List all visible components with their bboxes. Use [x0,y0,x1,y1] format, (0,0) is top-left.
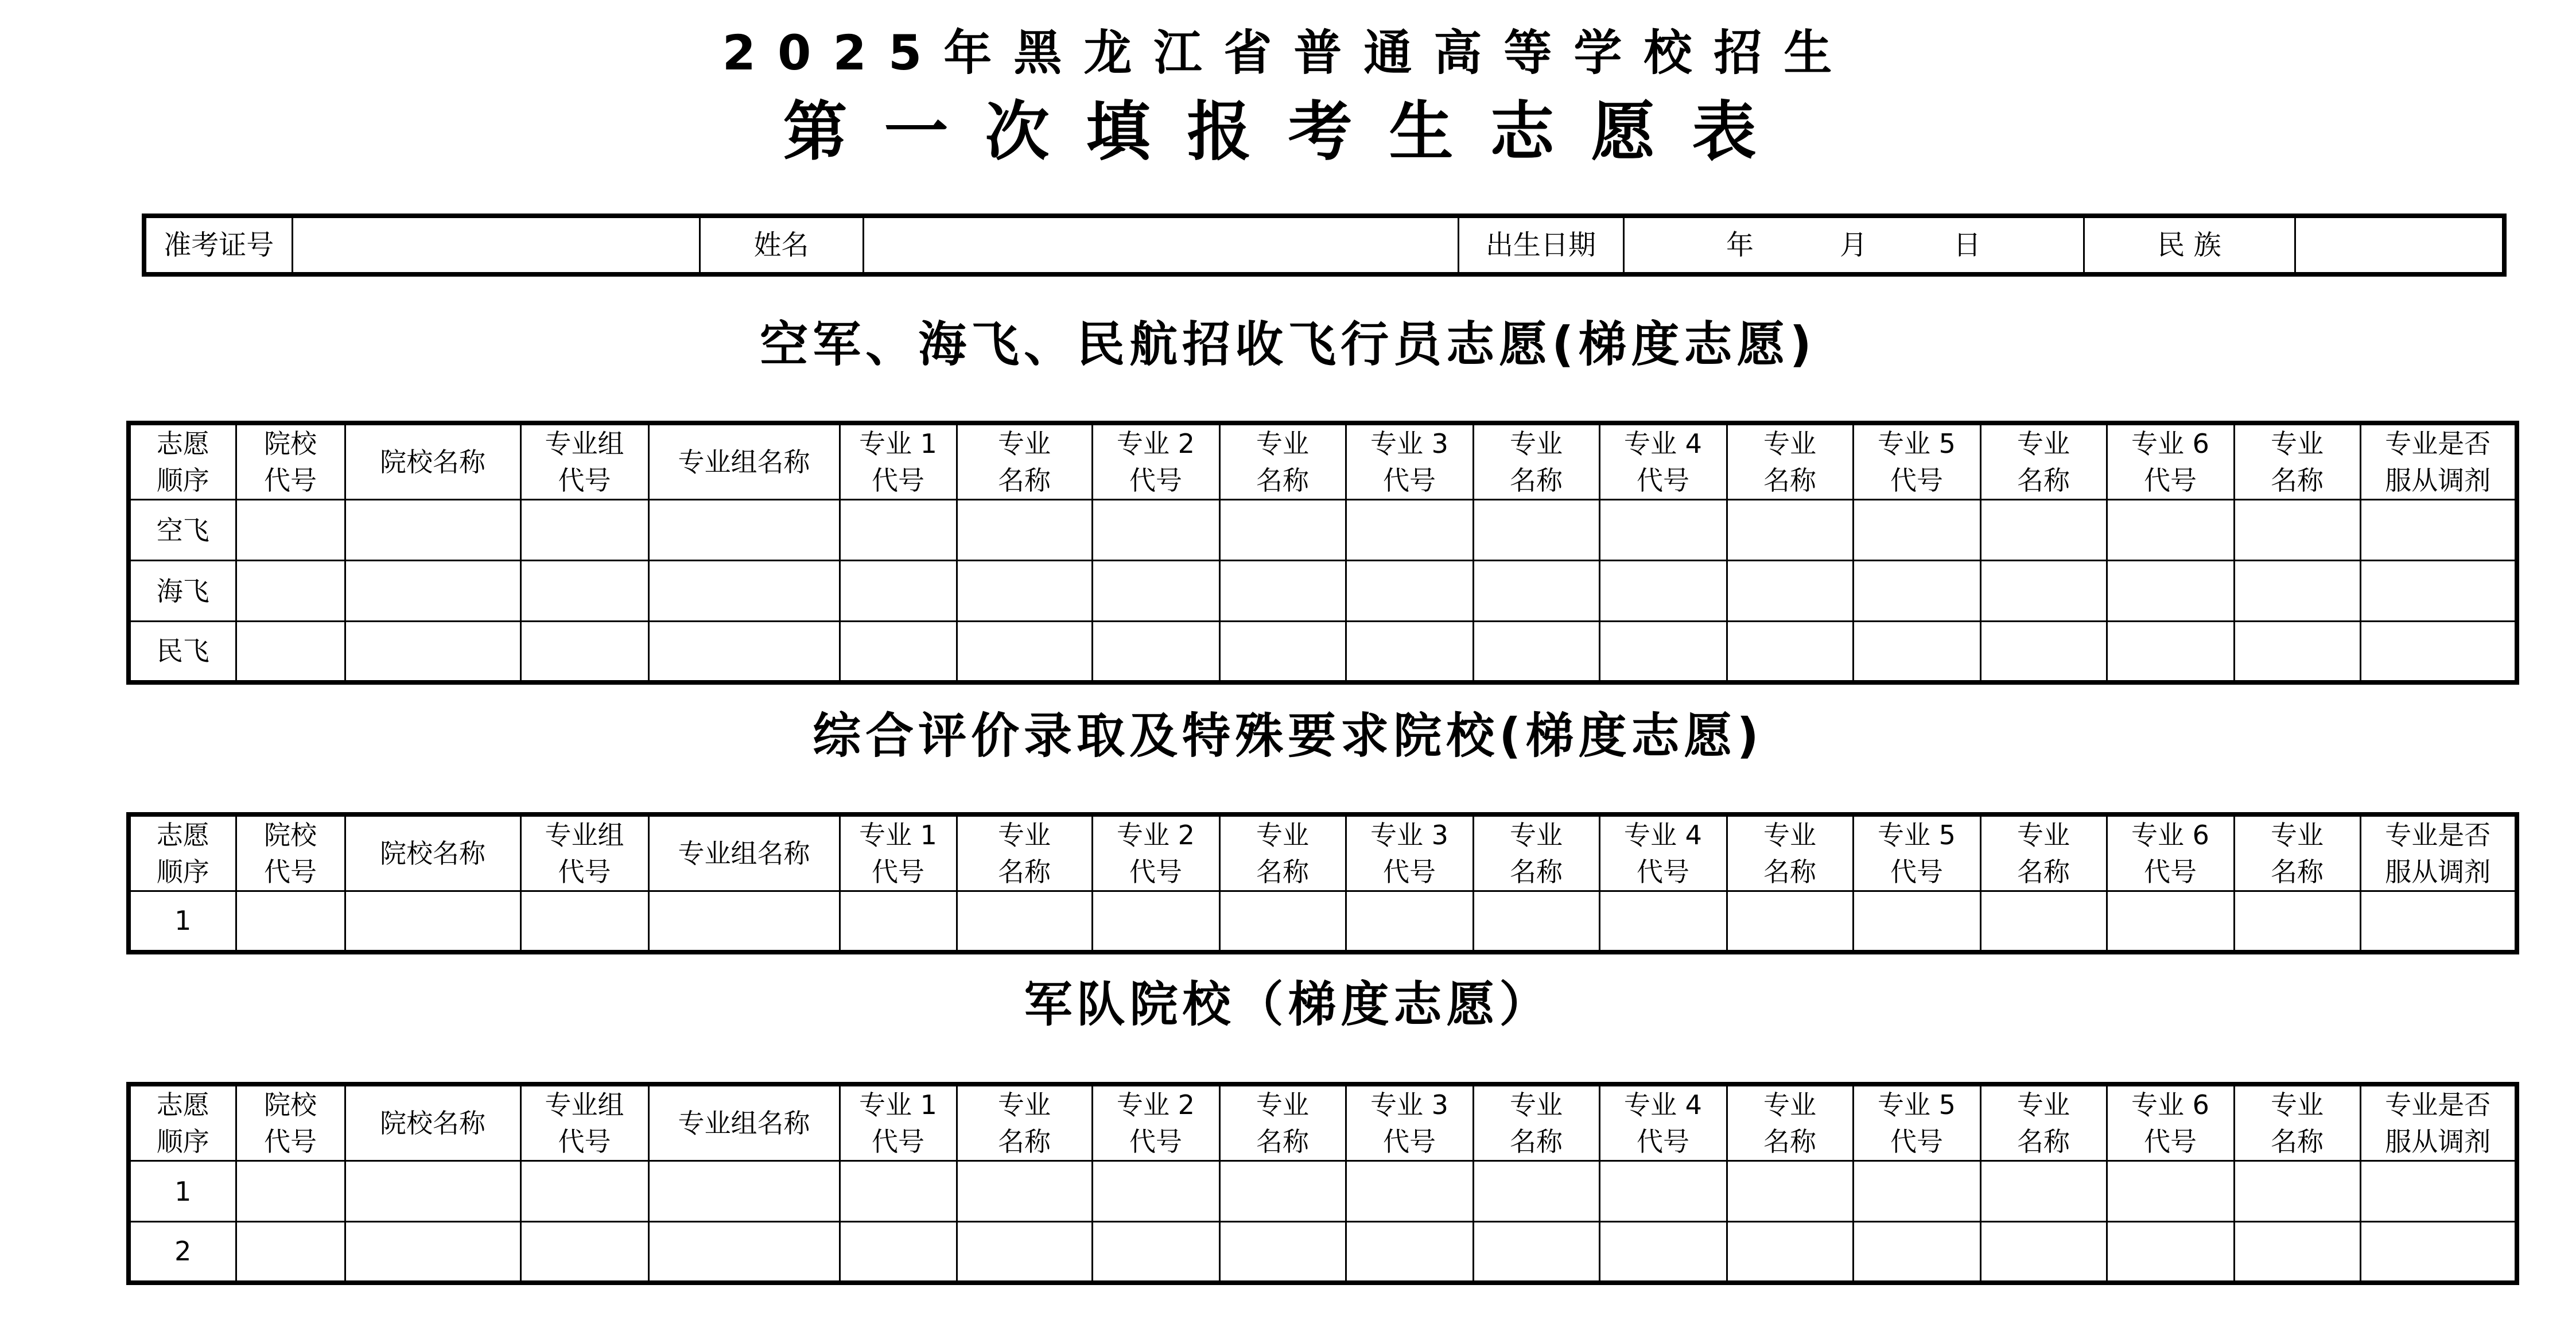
header-text: 名称 [1256,856,1309,887]
header-text: 院校 [264,820,317,851]
section-title-pilot: 空军、海飞、民航招收飞行员志愿(梯度志愿) [760,316,1816,372]
header-text: 名称 [1763,465,1816,496]
header-major4-name [1727,814,1853,891]
cell-major6-code[interactable] [2107,1161,2234,1222]
cell-major4-code[interactable] [1599,891,1727,952]
header-text: 名称 [1510,465,1563,496]
cell-major3-name[interactable] [1473,1161,1599,1222]
header-text: 专业 [2017,820,2070,851]
form-title-line2: 第一次填报考生志愿表 [783,95,1793,169]
cell-major5-name[interactable] [1980,1161,2107,1222]
table-row [129,1161,2517,1222]
header-text: 专业 [998,428,1051,459]
header-text: 代号 [1890,465,1943,496]
header-text: 代号 [1129,465,1182,496]
pilot-preference-table [126,421,2519,685]
section-title-military: 军队院校（梯度志愿） [1024,976,1552,1033]
ethnicity-field[interactable] [2295,216,2504,274]
header-text: 志愿 [156,1089,209,1120]
birth-date-label: 出生日期 [1458,216,1623,274]
header-text: 专业 [1256,1089,1309,1120]
header-text: 名称 [1510,1126,1563,1157]
cell-school-code[interactable] [236,1161,345,1222]
header-major5-code [1853,1084,1980,1161]
cell-adjust-accept[interactable] [2360,622,2517,682]
cell-group-name[interactable] [648,622,840,682]
cell-major2-code[interactable] [1092,891,1219,952]
cell-major5-name[interactable] [1980,891,2107,952]
header-adjust-accept [2360,1084,2517,1161]
cell-major3-name[interactable] [1473,891,1599,952]
header-text: 服从调剂 [2385,856,2491,887]
header-major4-code [1599,814,1727,891]
header-group-code [520,1084,648,1161]
cell-major2-code[interactable] [1092,1222,1219,1283]
header-major3-code [1346,423,1473,500]
header-pref-order [129,1084,236,1161]
cell-major1-code[interactable] [840,1161,957,1222]
cell-school-name[interactable] [345,1161,520,1222]
header-major2-code [1092,423,1219,500]
header-text: 专业 2 [1117,1089,1195,1120]
cell-group-name[interactable] [648,500,840,561]
name-field[interactable] [863,216,1458,274]
header-school-code [236,423,345,500]
header-major6-code [2107,1084,2234,1161]
cell-major6-code[interactable] [2107,1222,2234,1283]
row-label: 2 [129,1222,236,1283]
cell-major1-code[interactable] [840,1222,957,1283]
header-text: 专业组名称 [678,447,810,478]
header-text: 专业 4 [1624,428,1702,459]
header-text: 名称 [1256,465,1309,496]
cell-major6-code[interactable] [2107,622,2234,682]
header-text: 代号 [1129,856,1182,887]
cell-major5-name[interactable] [1980,1222,2107,1283]
cell-major6-name[interactable] [2234,622,2360,682]
header-text: 院校名称 [380,447,485,478]
row-label: 空飞 [129,500,236,561]
header-text: 代号 [1129,1126,1182,1157]
header-major3-name [1473,1084,1599,1161]
header-text: 代号 [1383,1126,1436,1157]
header-text: 代号 [1383,465,1436,496]
cell-major3-name[interactable] [1473,500,1599,561]
cell-group-code[interactable] [520,1222,648,1283]
header-text: 专业 [1256,428,1309,459]
header-text: 代号 [1637,856,1689,887]
header-major2-code [1092,1084,1219,1161]
header-major2-name [1219,1084,1346,1161]
header-text: 代号 [264,856,317,887]
header-text: 代号 [1890,856,1943,887]
cell-major2-code[interactable] [1092,561,1219,622]
cell-school-name[interactable] [345,622,520,682]
cell-adjust-accept[interactable] [2360,1222,2517,1283]
header-major1-code [840,423,957,500]
header-major3-code [1346,814,1473,891]
header-text: 专业 [1256,820,1309,851]
cell-major3-code[interactable] [1346,500,1473,561]
header-text: 顺序 [156,856,209,887]
table-row [129,500,2517,561]
header-text: 专业是否 [2385,820,2491,851]
header-text: 代号 [264,465,317,496]
header-major2-name [1219,814,1346,891]
cell-group-code[interactable] [520,891,648,952]
header-major1-code [840,1084,957,1161]
header-major5-code [1853,423,1980,500]
cell-major5-code[interactable] [1853,891,1980,952]
header-text: 专业 [1763,820,1816,851]
header-text: 专业 [2017,428,2070,459]
header-text: 专业 1 [859,428,937,459]
header-text: 名称 [2271,1126,2324,1157]
cell-major2-name[interactable] [1219,500,1346,561]
cell-major3-code[interactable] [1346,891,1473,952]
header-major4-code [1599,1084,1727,1161]
month-label: 月 [1839,229,1867,261]
header-major6-code [2107,814,2234,891]
header-text: 专业 6 [2131,1089,2209,1120]
cell-major2-code[interactable] [1092,622,1219,682]
header-row [129,814,2517,891]
header-text: 院校名称 [380,838,485,869]
year-label: 年 [1726,229,1754,261]
header-major1-code [840,814,957,891]
cell-major1-name[interactable] [957,1222,1092,1283]
header-text: 专业 4 [1624,1089,1702,1120]
header-adjust-accept [2360,814,2517,891]
header-text: 专业组名称 [678,838,810,869]
cell-major2-code[interactable] [1092,1161,1219,1222]
header-text: 专业 3 [1370,820,1448,851]
cell-major5-code[interactable] [1853,500,1980,561]
header-text: 专业 5 [1878,820,1956,851]
cell-group-code[interactable] [520,622,648,682]
header-text: 专业 1 [859,820,937,851]
cell-major1-code[interactable] [840,622,957,682]
military-preference-table [126,1082,2519,1285]
candidate-info-table [142,214,2507,277]
cell-group-name[interactable] [648,891,840,952]
header-text: 顺序 [156,1126,209,1157]
header-text: 专业 6 [2131,428,2209,459]
header-text: 代号 [872,856,924,887]
cell-major1-name[interactable] [957,500,1092,561]
header-group-name [648,1084,840,1161]
header-school-name [345,1084,520,1161]
header-major5-code [1853,814,1980,891]
header-row [129,423,2517,500]
cell-major3-name[interactable] [1473,1222,1599,1283]
header-major6-name [2234,1084,2360,1161]
cell-major4-name[interactable] [1727,622,1853,682]
name-label: 姓名 [700,216,863,274]
header-text: 专业组 [545,820,624,851]
cell-major2-name[interactable] [1219,1222,1346,1283]
cell-school-code[interactable] [236,561,345,622]
cell-major2-name[interactable] [1219,891,1346,952]
cell-major5-code[interactable] [1853,1222,1980,1283]
header-text: 专业 [998,1089,1051,1120]
header-text: 名称 [2017,465,2070,496]
cell-group-code[interactable] [520,561,648,622]
header-major1-name [957,814,1092,891]
cell-major5-name[interactable] [1980,561,2107,622]
cell-major2-name[interactable] [1219,561,1346,622]
cell-major6-name[interactable] [2234,891,2360,952]
header-text: 院校名称 [380,1108,485,1139]
header-text: 专业是否 [2385,1089,2491,1120]
cell-major3-code[interactable] [1346,622,1473,682]
header-text: 志愿 [156,820,209,851]
header-text: 院校 [264,428,317,459]
cell-adjust-accept[interactable] [2360,561,2517,622]
header-text: 代号 [558,1126,611,1157]
header-major5-name [1980,814,2107,891]
header-text: 专业组 [545,1089,624,1120]
cell-major1-code[interactable] [840,891,957,952]
cell-major4-name[interactable] [1727,500,1853,561]
cell-major1-name[interactable] [957,1161,1092,1222]
table-row [129,561,2517,622]
cell-group-name[interactable] [648,561,840,622]
cell-major4-name[interactable] [1727,1161,1853,1222]
header-text: 代号 [558,856,611,887]
header-text: 代号 [1890,1126,1943,1157]
header-text: 专业 [2271,820,2324,851]
header-text: 服从调剂 [2385,465,2491,496]
header-text: 专业 [1510,820,1563,851]
header-text: 专业 5 [1878,1089,1956,1120]
day-label: 日 [1953,229,1981,261]
header-text: 专业组名称 [678,1108,810,1139]
birth-date-field[interactable] [1623,216,2084,274]
header-text: 专业是否 [2385,428,2491,459]
cell-group-code[interactable] [520,500,648,561]
header-text: 名称 [998,1126,1051,1157]
cell-major6-name[interactable] [2234,1222,2360,1283]
header-adjust-accept [2360,423,2517,500]
header-text: 专业 [1510,428,1563,459]
header-text: 专业 2 [1117,428,1195,459]
header-text: 代号 [2144,856,2197,887]
header-text: 代号 [1637,465,1689,496]
cell-major5-code[interactable] [1853,1161,1980,1222]
header-text: 名称 [998,856,1051,887]
cell-major4-code[interactable] [1599,1161,1727,1222]
header-pref-order [129,423,236,500]
cell-adjust-accept[interactable] [2360,500,2517,561]
form-title-line1: 2025年黑龙江省普通高等学校招生 [722,25,1854,81]
header-text: 代号 [264,1126,317,1157]
header-school-code [236,1084,345,1161]
header-text: 代号 [1637,1126,1689,1157]
header-text: 名称 [1763,856,1816,887]
header-text: 名称 [998,465,1051,496]
header-text: 代号 [2144,1126,2197,1157]
header-text: 顺序 [156,465,209,496]
cell-major1-name[interactable] [957,891,1092,952]
cell-major6-name[interactable] [2234,500,2360,561]
header-major6-name [2234,814,2360,891]
header-text: 专业 6 [2131,820,2209,851]
cell-major4-code[interactable] [1599,561,1727,622]
header-text: 代号 [872,465,924,496]
header-major5-name [1980,423,2107,500]
header-major1-name [957,423,1092,500]
table-row [129,622,2517,682]
header-major4-code [1599,423,1727,500]
exam-id-field[interactable] [292,216,700,274]
header-text: 专业 4 [1624,820,1702,851]
cell-school-code[interactable] [236,891,345,952]
cell-major2-code[interactable] [1092,500,1219,561]
header-text: 名称 [1256,1126,1309,1157]
header-text: 专业 3 [1370,428,1448,459]
header-group-code [520,814,648,891]
header-text: 名称 [1763,1126,1816,1157]
header-text: 专业组 [545,428,624,459]
cell-major1-code[interactable] [840,561,957,622]
cell-major3-code[interactable] [1346,1161,1473,1222]
header-pref-order [129,814,236,891]
header-row [129,1084,2517,1161]
row-label: 1 [129,891,236,952]
header-text: 专业 5 [1878,428,1956,459]
cell-school-name[interactable] [345,1222,520,1283]
cell-major2-name[interactable] [1219,622,1346,682]
header-major3-name [1473,814,1599,891]
cell-major4-code[interactable] [1599,622,1727,682]
cell-adjust-accept[interactable] [2360,891,2517,952]
cell-major3-name[interactable] [1473,622,1599,682]
cell-group-name[interactable] [648,1222,840,1283]
header-text: 专业 3 [1370,1089,1448,1120]
header-text: 志愿 [156,428,209,459]
ethnicity-label: 民 族 [2084,216,2295,274]
table-row [129,891,2517,952]
cell-major4-name[interactable] [1727,561,1853,622]
header-text: 代号 [872,1126,924,1157]
cell-major4-name[interactable] [1727,1222,1853,1283]
row-label: 海飞 [129,561,236,622]
header-group-name [648,423,840,500]
header-text: 专业 [1763,428,1816,459]
header-major2-name [1219,423,1346,500]
header-text: 专业 [998,820,1051,851]
cell-major4-code[interactable] [1599,500,1727,561]
header-school-code [236,814,345,891]
cell-major5-name[interactable] [1980,500,2107,561]
header-group-code [520,423,648,500]
header-text: 名称 [2271,465,2324,496]
cell-major1-name[interactable] [957,561,1092,622]
cell-major3-code[interactable] [1346,561,1473,622]
comprehensive-preference-table [126,812,2519,954]
header-major6-code [2107,423,2234,500]
header-text: 专业 1 [859,1089,937,1120]
header-text: 名称 [2271,856,2324,887]
header-text: 专业 [2017,1089,2070,1120]
header-text: 专业 [1510,1089,1563,1120]
cell-major6-code[interactable] [2107,891,2234,952]
cell-major6-name[interactable] [2234,1161,2360,1222]
cell-major4-code[interactable] [1599,1222,1727,1283]
cell-school-name[interactable] [345,561,520,622]
cell-group-code[interactable] [520,1161,648,1222]
header-text: 名称 [1510,856,1563,887]
cell-major6-code[interactable] [2107,561,2234,622]
cell-major5-code[interactable] [1853,622,1980,682]
header-text: 代号 [558,465,611,496]
exam-id-label: 准考证号 [144,216,292,274]
header-major6-name [2234,423,2360,500]
header-school-name [345,423,520,500]
header-major4-name [1727,1084,1853,1161]
cell-school-code[interactable] [236,1222,345,1283]
header-text: 代号 [2144,465,2197,496]
header-text: 名称 [2017,856,2070,887]
cell-adjust-accept[interactable] [2360,1161,2517,1222]
cell-school-name[interactable] [345,500,520,561]
cell-major6-name[interactable] [2234,561,2360,622]
header-group-name [648,814,840,891]
cell-school-code[interactable] [236,622,345,682]
header-major3-code [1346,1084,1473,1161]
header-major5-name [1980,1084,2107,1161]
header-major2-code [1092,814,1219,891]
header-text: 院校 [264,1089,317,1120]
header-text: 专业 [2271,428,2324,459]
row-label: 民飞 [129,622,236,682]
header-major1-name [957,1084,1092,1161]
header-major4-name [1727,423,1853,500]
section-title-comprehensive: 综合评价录取及特殊要求院校(梯度志愿) [813,708,1763,764]
header-text: 名称 [2017,1126,2070,1157]
cell-school-name[interactable] [345,891,520,952]
cell-major3-code[interactable] [1346,1222,1473,1283]
table-row [129,1222,2517,1283]
row-label: 1 [129,1161,236,1222]
cell-group-name[interactable] [648,1161,840,1222]
cell-major3-name[interactable] [1473,561,1599,622]
cell-major4-name[interactable] [1727,891,1853,952]
cell-school-code[interactable] [236,500,345,561]
cell-major1-code[interactable] [840,500,957,561]
cell-major2-name[interactable] [1219,1161,1346,1222]
header-text: 服从调剂 [2385,1126,2491,1157]
cell-major1-name[interactable] [957,622,1092,682]
header-text: 专业 [1763,1089,1816,1120]
header-school-name [345,814,520,891]
cell-major5-code[interactable] [1853,561,1980,622]
header-text: 专业 [2271,1089,2324,1120]
header-text: 专业 2 [1117,820,1195,851]
header-text: 代号 [1383,856,1436,887]
cell-major6-code[interactable] [2107,500,2234,561]
cell-major5-name[interactable] [1980,622,2107,682]
header-major3-name [1473,423,1599,500]
